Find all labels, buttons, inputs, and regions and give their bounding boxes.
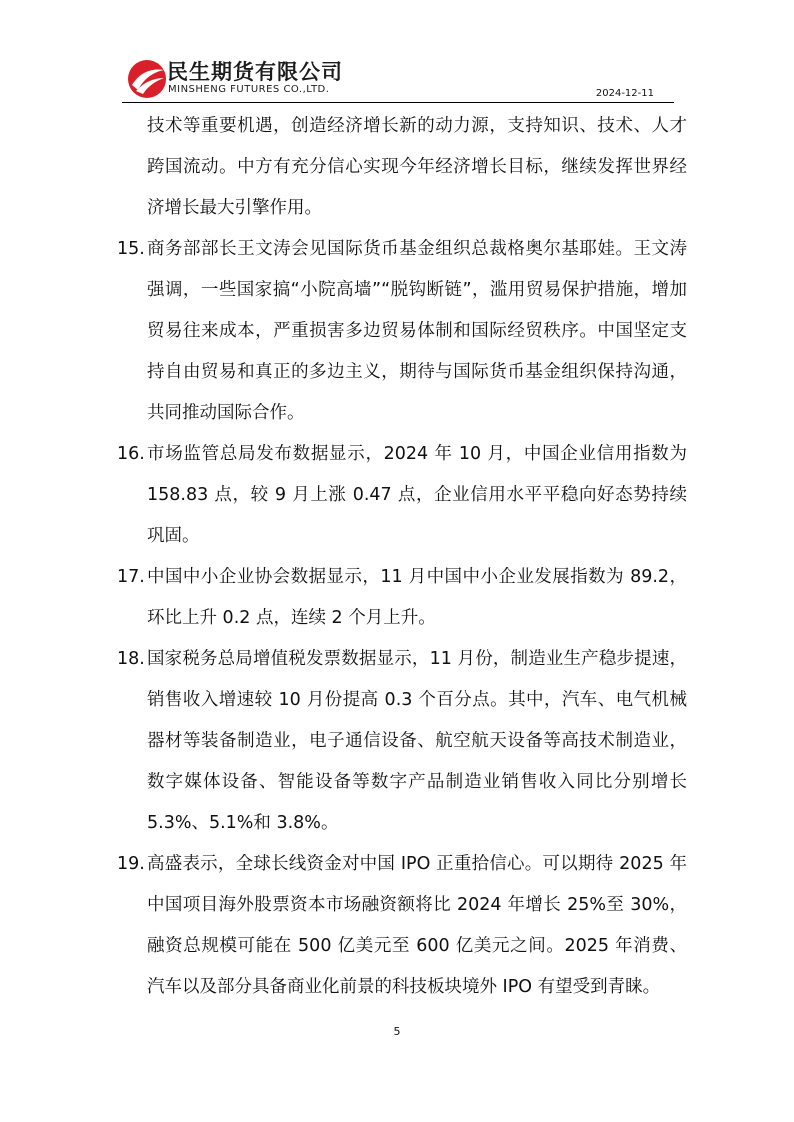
item-number: 16. xyxy=(117,444,145,464)
item-text: 中国中小企业协会数据显示，11 月中国中小企业发展指数为 89.2，环比上升 0.2 点，连续 2 个月上升。 xyxy=(147,567,687,628)
news-item-15 xyxy=(117,229,687,434)
continuation-paragraph xyxy=(117,106,687,229)
item-text: 市场监管总局发布数据显示，2024 年 10 月，中国企业信用指数为 158.83 点，较 9 月上涨 0.47 点，企业信用水平平稳向好态势持续巩固。 xyxy=(147,444,687,546)
company-name-cn: 民生期货有限公司 xyxy=(167,60,343,84)
item-text: 国家税务总局增值税发票数据显示，11 月份，制造业生产稳步提速，销售收入增速较 10 月份提高 0.3 个百分点。其中，汽车、电气机械器材等装备制造业，电子通信设备、航空航天设备等高技术制造业，数字媒体设备、智能设备等数字产品制造业销售收入同比分别增长 5.3%、5.1%和 3.8%。 xyxy=(147,649,687,833)
item-number: 18. xyxy=(117,649,145,669)
report-date: 2024-12-11 xyxy=(595,88,654,99)
news-item-19 xyxy=(117,844,687,1008)
news-item-18 xyxy=(117,639,687,844)
item-text: 高盛表示，全球长线资金对中国 IPO 正重拾信心。可以期待 2025 年中国项目海外股票资本市场融资额将比 2024 年增长 25%至 30%，融资总规模可能在 500 亿美元至 600 亿美元之间。2025 年消费、汽车以及部分具备商业化前景的科技板块境外 IPO 有望受到青睐。 xyxy=(147,854,687,997)
paragraph-text: 技术等重要机遇，创造经济增长新的动力源，支持知识、技术、人才跨国流动。中方有充分信心实现今年经济增长目标，继续发挥世界经济增长最大引擎作用。 xyxy=(147,116,687,218)
item-number: 15. xyxy=(117,239,145,259)
news-item-17 xyxy=(117,557,687,639)
item-number: 17. xyxy=(117,567,145,587)
header-divider xyxy=(122,102,674,103)
page-header xyxy=(122,52,674,102)
item-text: 商务部部长王文涛会见国际货币基金组织总裁格奥尔基耶娃。王文涛强调，一些国家搞“小院高墙”“脱钩断链”，滥用贸易保护措施，增加贸易往来成本，严重损害多边贸易体制和国际经贸秩序。中国坚定支持自由贸易和真正的多边主义，期待与国际货币基金组织保持沟通，共同推动国际合作。 xyxy=(147,239,687,423)
minsheng-logo-icon xyxy=(126,58,168,100)
news-item-16 xyxy=(117,434,687,557)
page-number: 5 xyxy=(393,1025,401,1038)
company-name-en: MINSHENG FUTURES CO.,LTD. xyxy=(168,84,330,95)
news-content xyxy=(117,106,687,1008)
item-number: 19. xyxy=(117,854,145,874)
